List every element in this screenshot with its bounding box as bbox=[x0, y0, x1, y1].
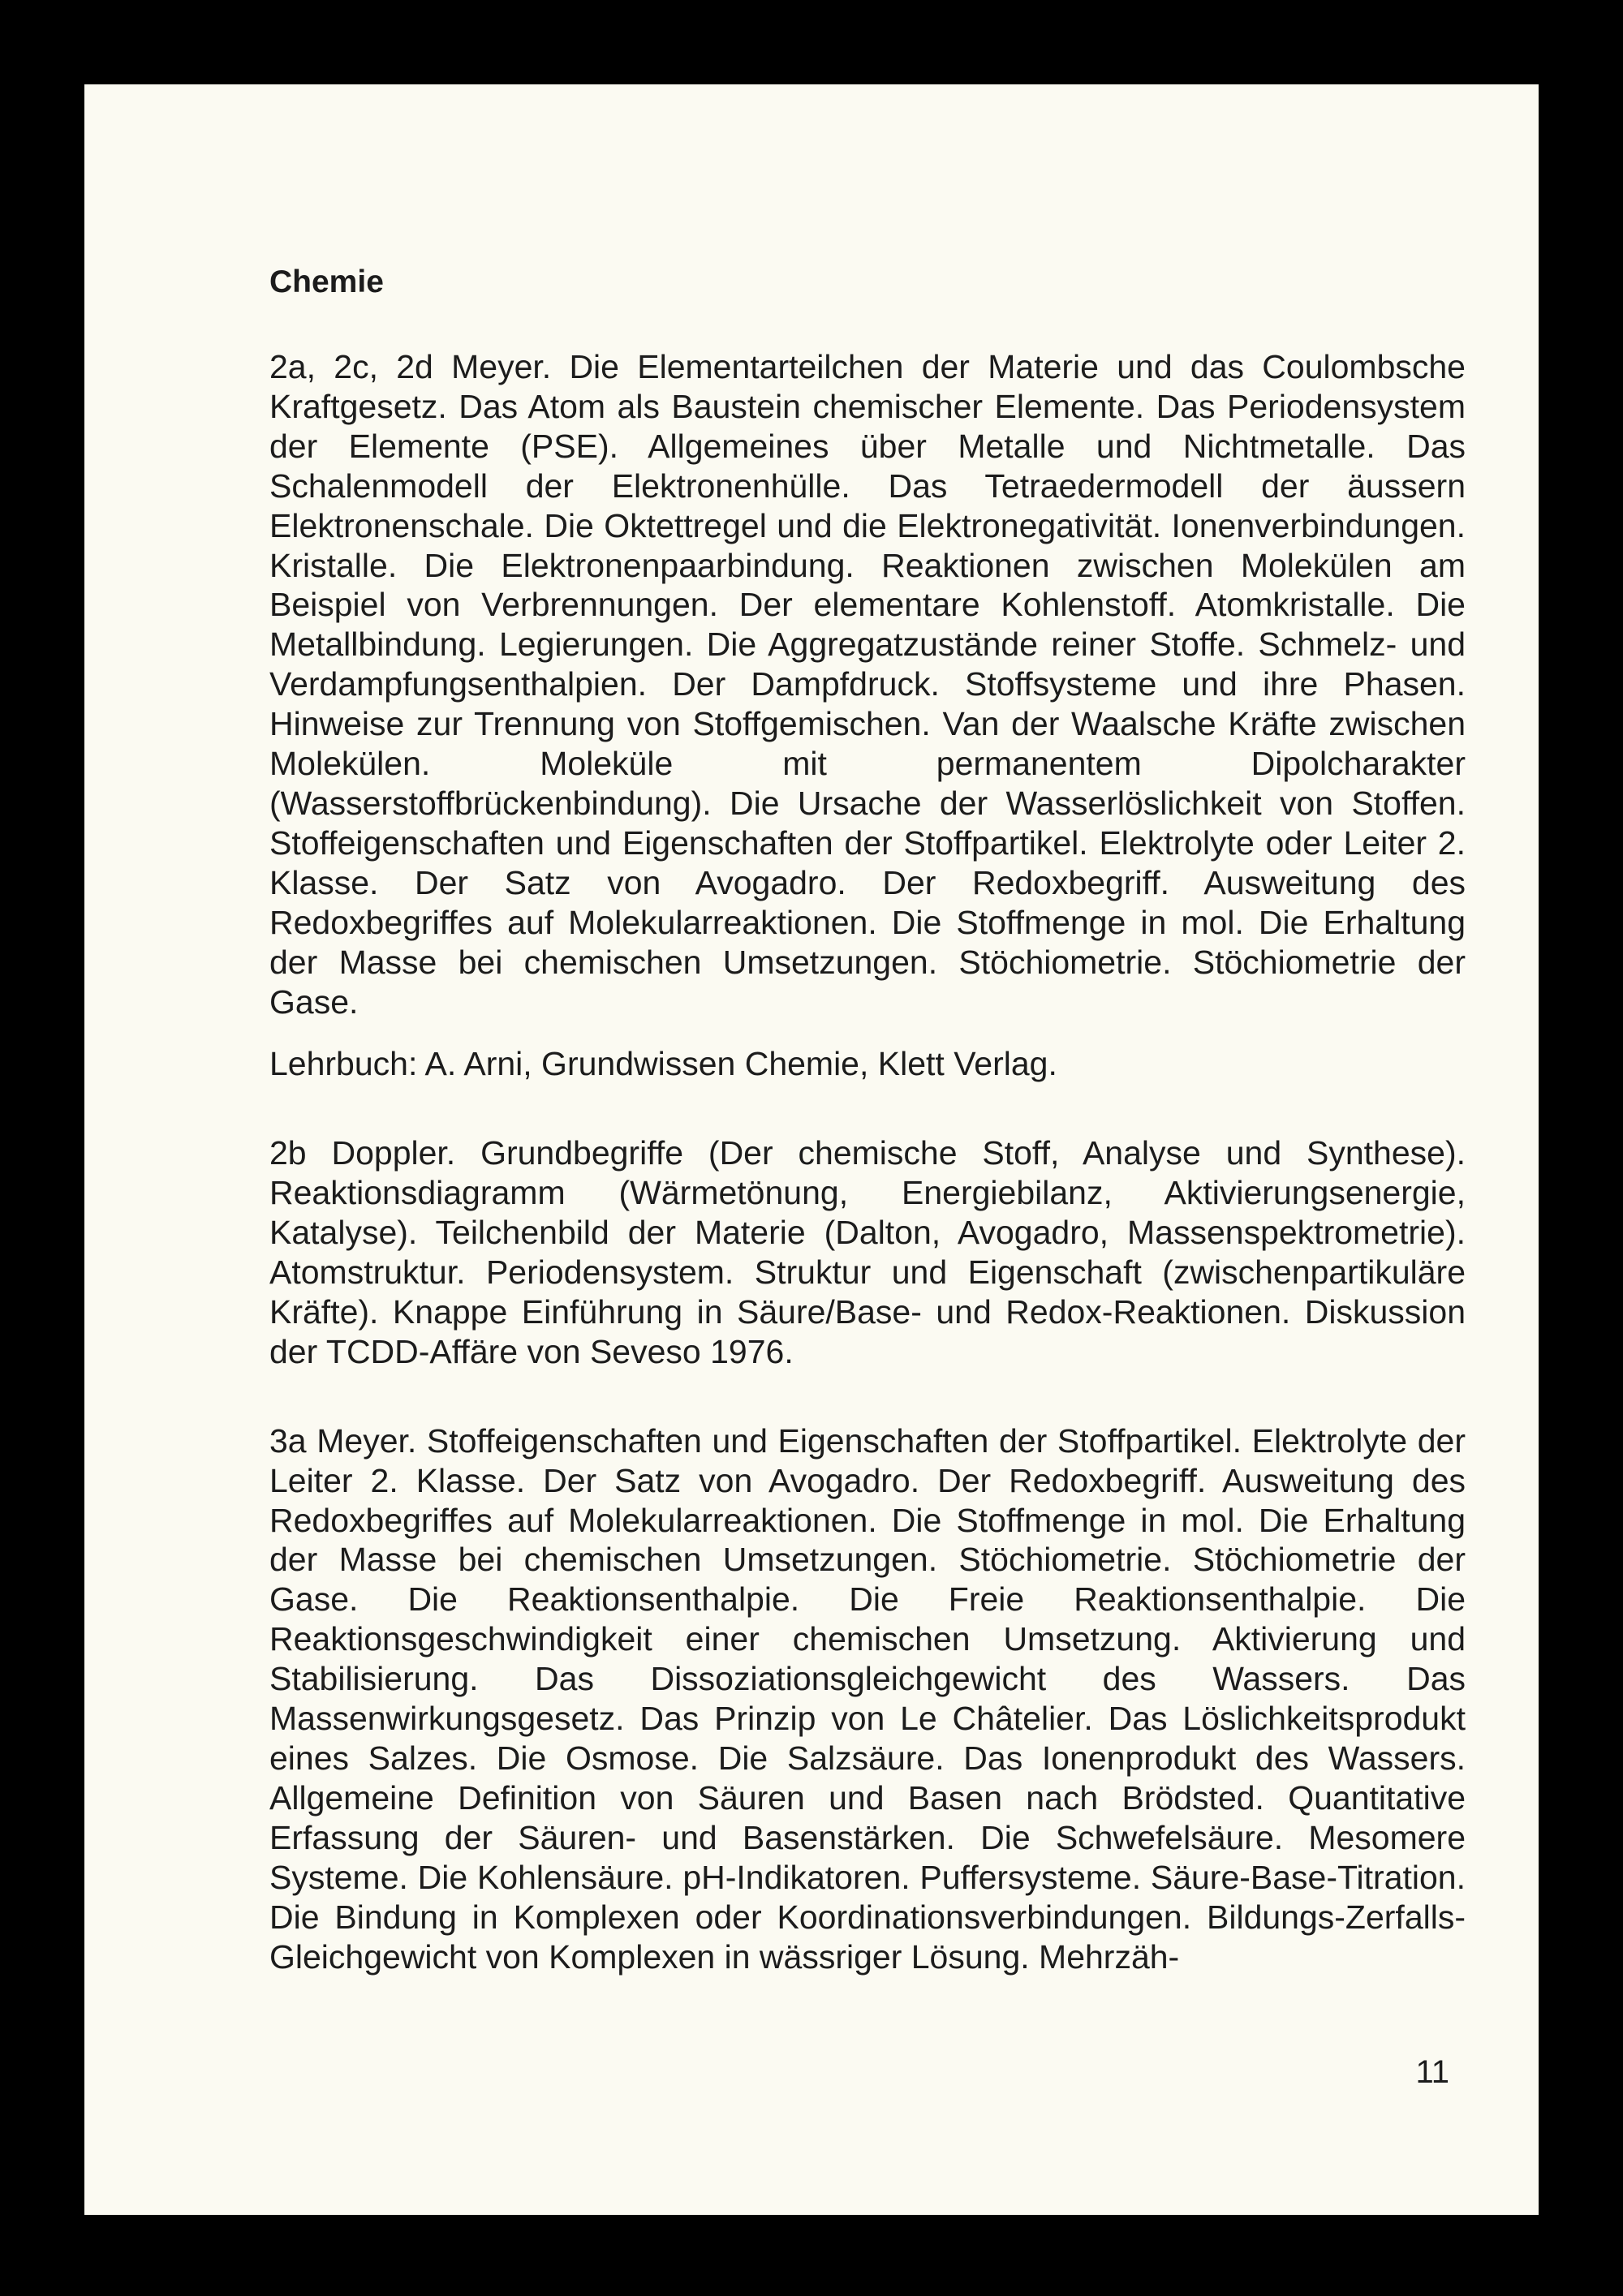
textbook-reference: Lehrbuch: A. Arni, Grundwissen Chemie, Klett Verlag. bbox=[269, 1045, 1057, 1083]
paragraph-2a-2c-2d: 2a, 2c, 2d Meyer. Die Elementarteilchen der Materie und das Coulombsche Kraftgesetz. Das Atom als Baustein chemischer Elemente. Das Periodensystem der Elemente (PSE). Allgemeines über Metalle und Nichtmetalle. Das Schalenmodell der Elektronenhülle. Das Tetraedermodell der äussern Elektronenschale. Die Oktettregel und die Elektronegativität. Ionenverbindungen. Kristalle. Die Elektronenpaarbindung. Reaktionen zwischen Molekülen am Beispiel von Verbrennungen. Der elementare Kohlenstoff. Atomkristalle. Die Metallbindung. Legierungen. Die Aggregatzustände reiner Stoffe. Schmelz- und Verdampfungsenthalpien. Der Dampfdruck. Stoffsysteme und ihre Phasen. Hinweise zur Trennung von Stoffgemischen. Van der Waalsche Kräfte zwischen Molekülen. Moleküle mit permanentem Dipolcharakter (Wasserstoffbrückenbindung). Die Ursache der Wasserlöslichkeit von Stoffen. Stoffeigenschaften und Eigenschaften der Stoffpartikel. Elektrolyte oder Leiter 2. Klasse. Der Satz von Avogadro. Der Redoxbegriff. Ausweitung des Redoxbegriffes auf Molekularreaktionen. Die Stoffmenge in mol. Die Erhaltung der Masse bei chemischen Umsetzungen. Stöchiometrie. Stöchiometrie der Gase. bbox=[269, 348, 1466, 1021]
section-heading: Chemie bbox=[269, 264, 384, 299]
page-content bbox=[269, 263, 1466, 1976]
paragraph-3a: 3a Meyer. Stoffeigenschaften und Eigenschaften der Stoffpartikel. Elektrolyte der Leiter 2. Klasse. Der Satz von Avogadro. Der Redoxbegriff. Ausweitung des Redoxbegriffes auf Molekularreaktionen. Die Stoffmenge in mol. Die Erhaltung der Masse bei chemischen Umsetzungen. Stöchiometrie. Stöchiometrie der Gase. Die Reaktionsenthalpie. Die Freie Reaktionsenthalpie. Die Reaktionsgeschwindigkeit einer chemischen Umsetzung. Aktivierung und Stabilisierung. Das Dissoziationsgleichgewicht des Wassers. Das Massenwirkungsgesetz. Das Prinzip von Le Châtelier. Das Löslichkeitsprodukt eines Salzes. Die Osmose. Die Salzsäure. Das Ionenprodukt des Wassers. Allgemeine Definition von Säuren und Basen nach Brödsted. Quantitative Erfassung der Säuren- und Basenstärken. Die Schwefelsäure. Mesomere Systeme. Die Kohlensäure. pH-Indikatoren. Puffersysteme. Säure-Base-Titration. Die Bindung in Komplexen oder Koordinationsverbindungen. Bildungs-Zerfalls-Gleichgewicht von Komplexen in wässriger Lösung. Mehrzäh- bbox=[269, 1421, 1466, 1976]
paragraph-2b: 2b Doppler. Grundbegriffe (Der chemische Stoff, Analyse und Synthese). Reaktionsdiagramm (Wärmetönung, Energiebilanz, Aktivierungsenergie, Katalyse). Teilchenbild der Materie (Dalton, Avogadro, Massenspektrometrie). Atomstruktur. Periodensystem. Struktur und Eigenschaft (zwischenpartikuläre Kräfte). Knappe Einführung in Säure/Base- und Redox-Reaktionen. Diskussion der TCDD-Affäre von Seveso 1976. bbox=[269, 1134, 1466, 1370]
document-page bbox=[84, 84, 1539, 2215]
page-number: 11 bbox=[1415, 2054, 1449, 2090]
